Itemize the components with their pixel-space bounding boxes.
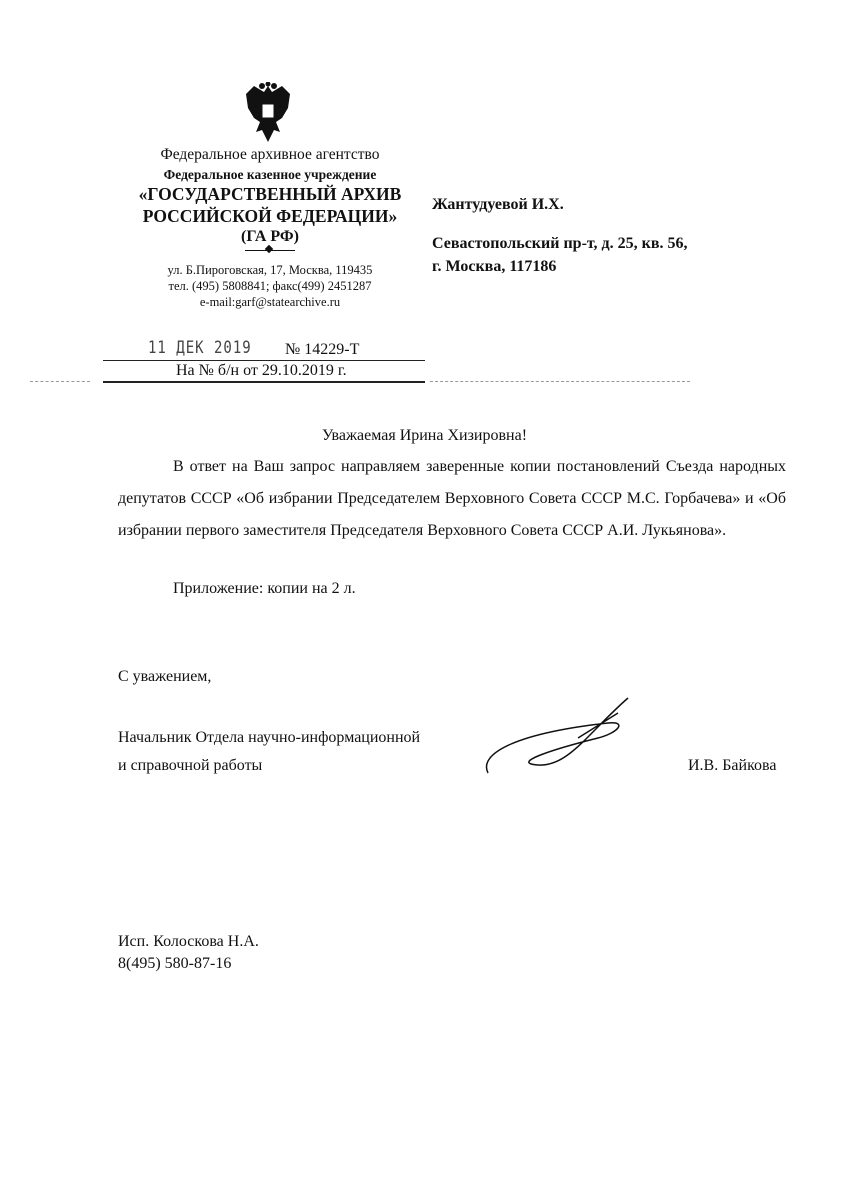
archive-name-line1: «ГОСУДАРСТВЕННЫЙ АРХИВ [138, 184, 402, 204]
recipient-address-line1: Севастопольский пр-т, д. 25, кв. 56, [432, 235, 688, 252]
handwritten-signature [478, 693, 638, 783]
reference-number: На № б/н от 29.10.2019 г. [176, 362, 347, 379]
divider-diamond-icon [265, 245, 273, 253]
address: ул. Б.Пироговская, 17, Москва, 119435 [167, 263, 373, 277]
phone-fax: тел. (495) 5808841; факс(499) 2451287 [168, 279, 372, 293]
position-line2: и справочной работы [118, 757, 263, 774]
contact-block [120, 262, 420, 310]
position-line1: Начальник Отдела научно-информационной [118, 729, 421, 746]
reference-rule [103, 381, 425, 383]
recipient-name: Жантудуевой И.Х. [432, 196, 564, 213]
institution-type: Федеральное казенное учреждение [163, 167, 377, 182]
archive-name [120, 183, 420, 227]
date-stamp: 11 ДЕК 2019 [148, 338, 252, 358]
coat-of-arms-emblem [240, 82, 296, 144]
body-paragraph: В ответ на Ваш запрос направляем заверенные копии постановлений Съезда народных депутатов СССР «Об избрании Председателем Верховного Совета СССР М.С. Горбачева» и «Об избрании первого заместителя Председателя Верховного Совета СССР А.И. Лукьянова». [118, 458, 786, 539]
attachment-note: Приложение: копии на 2 л. [173, 580, 356, 597]
salutation: Уважаемая Ирина Хизировна! [321, 427, 528, 444]
number-rule [103, 360, 425, 361]
archive-abbreviation: (ГА РФ) [241, 228, 299, 245]
executor-name: Исп. Колоскова Н.А. [118, 933, 259, 950]
agency-name: Федеральное архивное агентство [160, 146, 380, 163]
email: e-mail:garf@statearchive.ru [199, 295, 341, 309]
signatory-name: И.В. Байкова [688, 757, 777, 774]
executor-phone: 8(495) 580-87-16 [118, 955, 232, 972]
archive-name-line2: РОССИЙСКОЙ ФЕДЕРАЦИИ» [142, 206, 398, 226]
letter-body [118, 451, 786, 547]
outgoing-number: № 14229-Т [285, 341, 360, 358]
scan-artifact-line [30, 381, 90, 383]
closing: С уважением, [118, 668, 212, 685]
scan-artifact-line [430, 381, 690, 383]
recipient-address-line2: г. Москва, 117186 [432, 258, 557, 275]
